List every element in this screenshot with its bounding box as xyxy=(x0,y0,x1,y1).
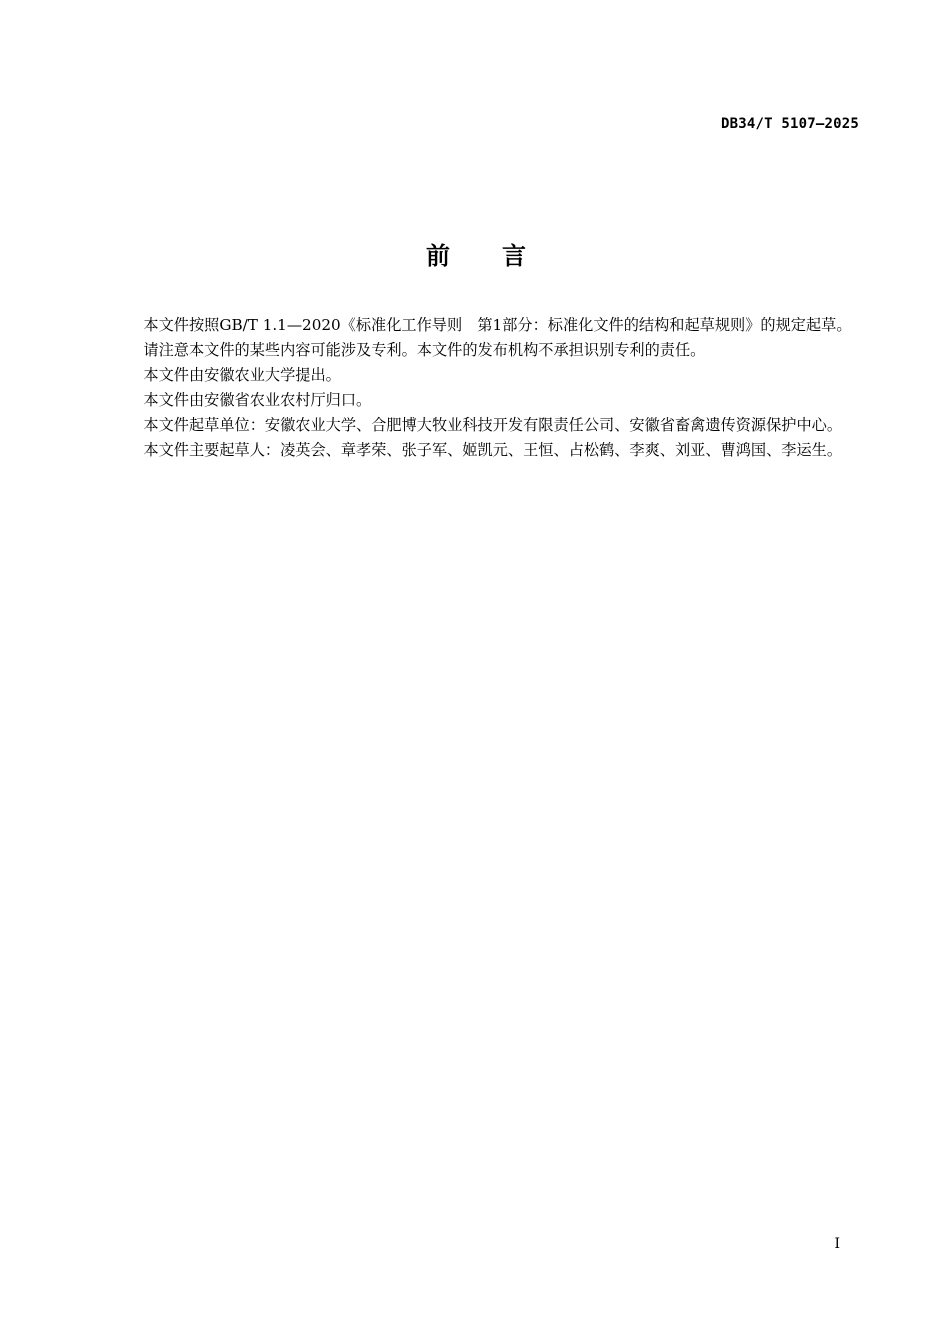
page-title: 前言 xyxy=(426,242,578,270)
paragraph-proposer: 本文件由安徽农业大学提出。 xyxy=(143,366,341,384)
paragraph-drafters: 本文件主要起草人：凌英会、章孝荣、张子军、姬凯元、王恒、占松鹤、李爽、刘亚、曹鸿国、李运生。 xyxy=(143,441,843,459)
document-code: DB34/T 5107—2025 xyxy=(720,116,859,132)
paragraph-patent-notice: 请注意本文件的某些内容可能涉及专利。本文件的发布机构不承担识别专利的责任。 xyxy=(143,341,706,359)
foreword-body xyxy=(113,313,859,463)
paragraph-administrator: 本文件由安徽省农业农村厅归口。 xyxy=(143,391,372,409)
paragraph-drafting-rules: 本文件按照GB/T 1.1—2020《标准化工作导则 第1部分：标准化文件的结构和起草规则》的规定起草。 xyxy=(143,316,852,334)
page-number: I xyxy=(834,1236,840,1252)
paragraph-drafting-units: 本文件起草单位：安徽农业大学、合肥博大牧业科技开发有限责任公司、安徽省畜禽遗传资源保护中心。 xyxy=(143,416,843,434)
